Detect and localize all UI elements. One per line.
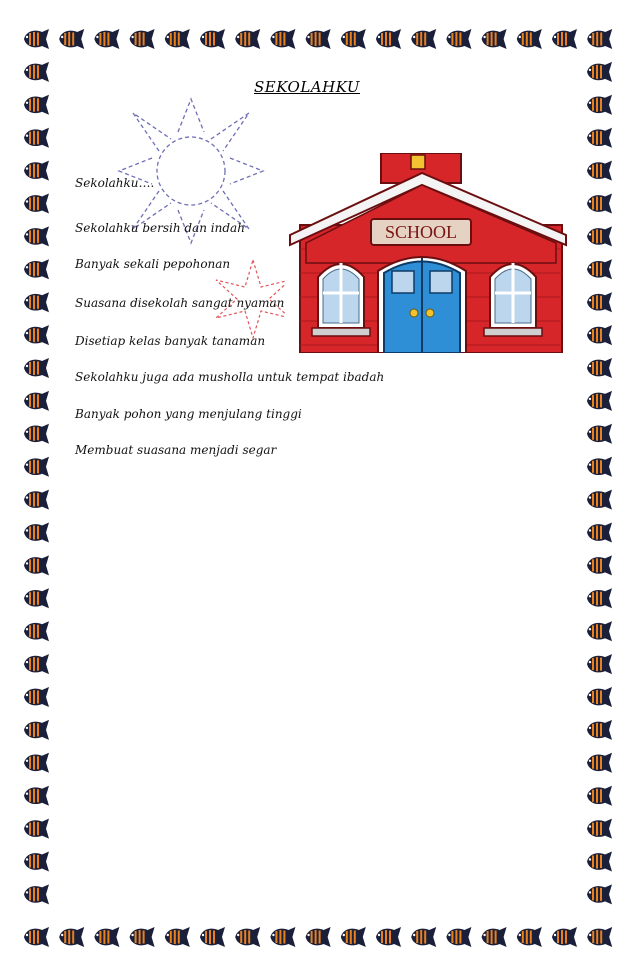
poem-line: Sekolahku….: [75, 176, 155, 190]
poem-line: Banyak sekali pepohonan: [75, 257, 231, 271]
school-illustration: [286, 153, 568, 353]
poem-line: Banyak pohon yang menjulang tinggi: [75, 407, 302, 421]
poem-line: Sekolahku juga ada musholla untuk tempat ibadah: [75, 370, 385, 384]
poem-line: Disetiap kelas banyak tanaman: [75, 334, 266, 348]
page-title: SEKOLAHKU: [254, 78, 361, 96]
school-sign-text: SCHOOL: [384, 222, 458, 242]
poem-line: Suasana disekolah sangat nyaman: [75, 296, 285, 310]
poem-line: Membuat suasana menjadi segar: [75, 443, 277, 457]
poem-line: Sekolahku bersih dan indah: [75, 221, 245, 235]
